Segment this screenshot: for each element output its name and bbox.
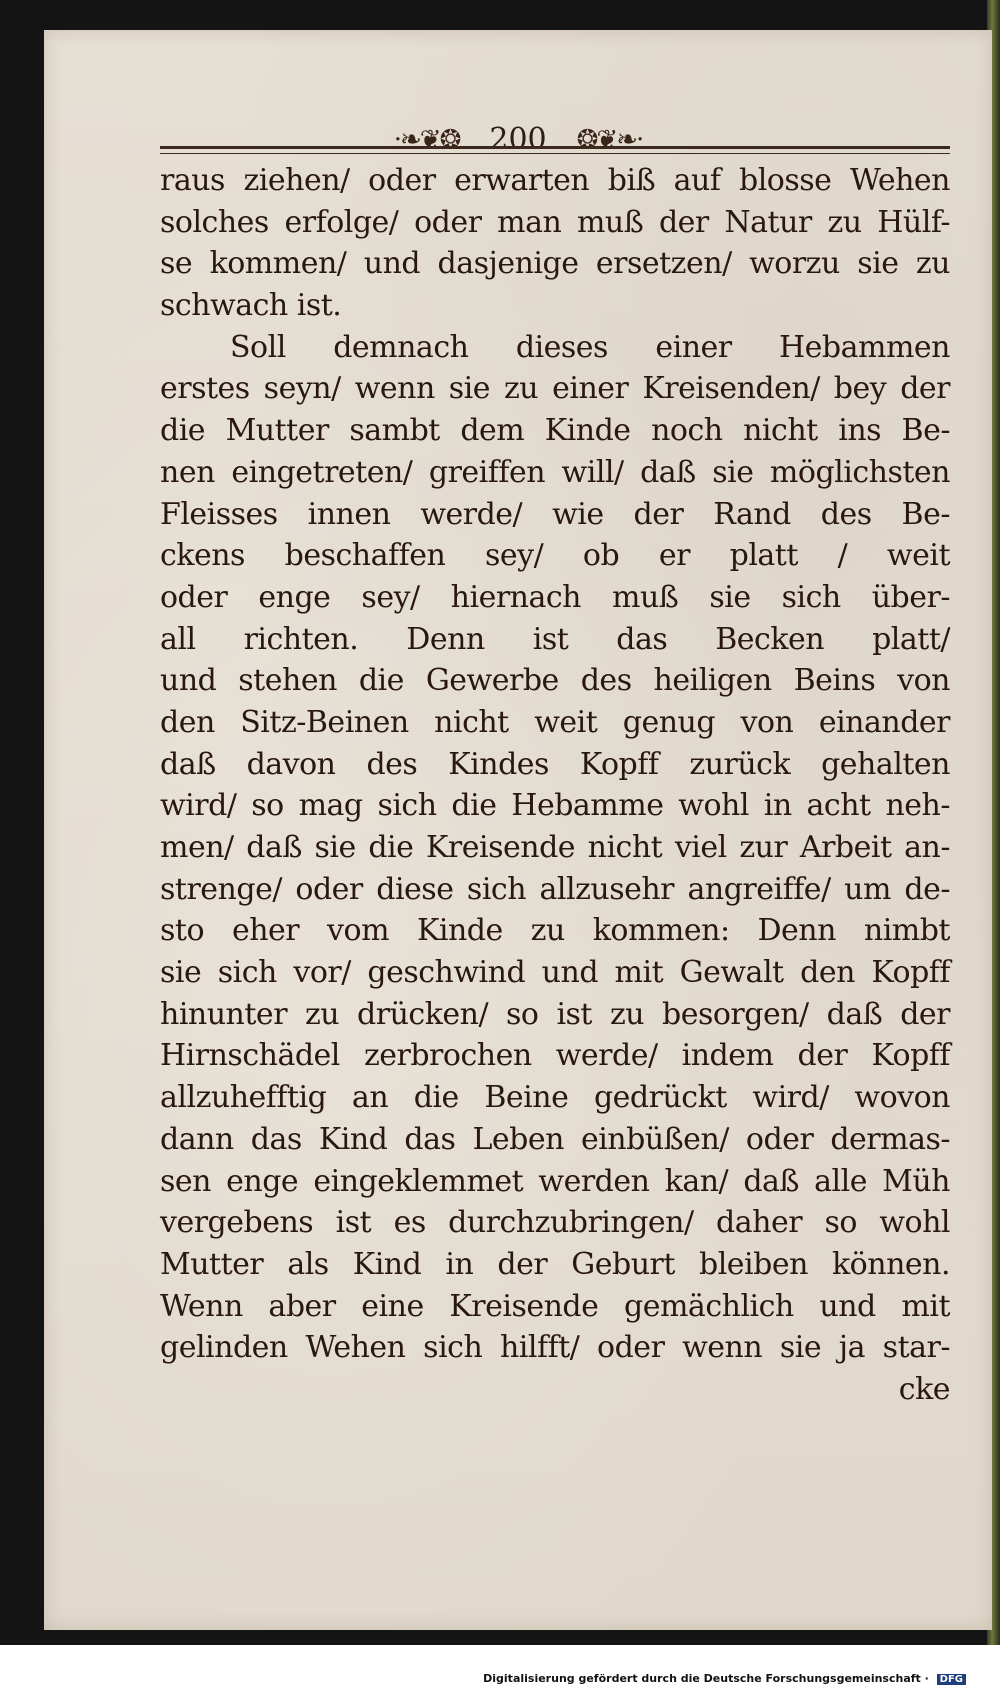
text-line: den Sitz-Beinen nicht weit genug von einander <box>160 704 950 740</box>
text-line: all richten. Denn ist das Becken platt/ <box>160 621 950 657</box>
text-line: oder enge sey/ hiernach muß sie sich über- <box>160 579 950 615</box>
header-rule-thin <box>160 153 950 154</box>
text-line: strenge/ oder diese sich allzusehr angreiffe/ um de- <box>160 871 950 907</box>
body-text <box>160 160 950 1411</box>
text-line: Wenn aber eine Kreisende gemächlich und mit <box>160 1288 950 1324</box>
text-line: se kommen/ und dasjenige ersetzen/ worzu sie zu <box>160 246 950 282</box>
text-line: Fleisses innen werde/ wie der Rand des Be- <box>160 496 950 532</box>
text-line: hinunter zu drücken/ so ist zu besorgen/ daß der <box>160 996 950 1032</box>
text-line: allzuhefftig an die Beine gedrückt wird/ wovon <box>160 1080 950 1116</box>
text-line: sen enge eingeklemmet werden kan/ daß alle Müh <box>160 1163 950 1199</box>
text-line: gelinden Wehen sich hilfft/ oder wenn sie ja star- <box>160 1330 950 1366</box>
text-line: Hirnschädel zerbrochen werde/ indem der Kopff <box>160 1038 950 1074</box>
text-line: erstes seyn/ wenn sie zu einer Kreisenden/ bey der <box>160 371 950 407</box>
text-line: wird/ so mag sich die Hebamme wohl in acht neh- <box>160 788 950 824</box>
text-line: Mutter als Kind in der Geburt bleiben können. <box>160 1246 950 1282</box>
digitization-credit <box>483 1672 966 1685</box>
text-line: Soll demnach dieses einer Hebammen <box>230 329 950 365</box>
text-line: raus ziehen/ oder erwarten biß auf blosse Wehen <box>160 163 950 198</box>
text-line: sie sich vor/ geschwind und mit Gewalt den Kopff <box>160 955 950 991</box>
ornament-right: ❂❦❧· <box>576 124 643 155</box>
page-number: 200 <box>489 122 547 157</box>
text-line: dann das Kind das Leben einbüßen/ oder dermas- <box>160 1121 950 1157</box>
text-line: und stehen die Gewerbe des heiligen Beins von <box>160 663 950 699</box>
text-line: daß davon des Kindes Kopff zurück gehalten <box>160 746 950 782</box>
text-line: ckens beschaffen sey/ ob er platt / weit <box>160 538 950 574</box>
text-line: die Mutter sambt dem Kinde noch nicht ins Be- <box>160 413 950 449</box>
text-line: vergebens ist es durchzubringen/ daher so wohl <box>160 1205 950 1241</box>
text-line: men/ daß sie die Kreisende nicht viel zur Arbeit an- <box>160 830 950 865</box>
text-line: solches erfolge/ oder man muß der Natur zu Hülf- <box>160 204 950 240</box>
text-line: schwach ist. <box>160 288 342 324</box>
credit-text: Digitalisierung gefördert durch die Deutsche Forschungsgemeinschaft · <box>483 1672 929 1685</box>
dfg-logo: DFG <box>937 1674 966 1685</box>
text-line: sto eher vom Kinde zu kommen: Denn nimbt <box>160 913 950 949</box>
page-header <box>44 122 992 162</box>
ornament-left: ·❧❦❂ <box>393 124 460 155</box>
text-line: nen eingetreten/ greiffen will/ daß sie möglichsten <box>160 454 950 490</box>
header-rule <box>160 146 950 149</box>
catchword: cke <box>898 1371 950 1407</box>
